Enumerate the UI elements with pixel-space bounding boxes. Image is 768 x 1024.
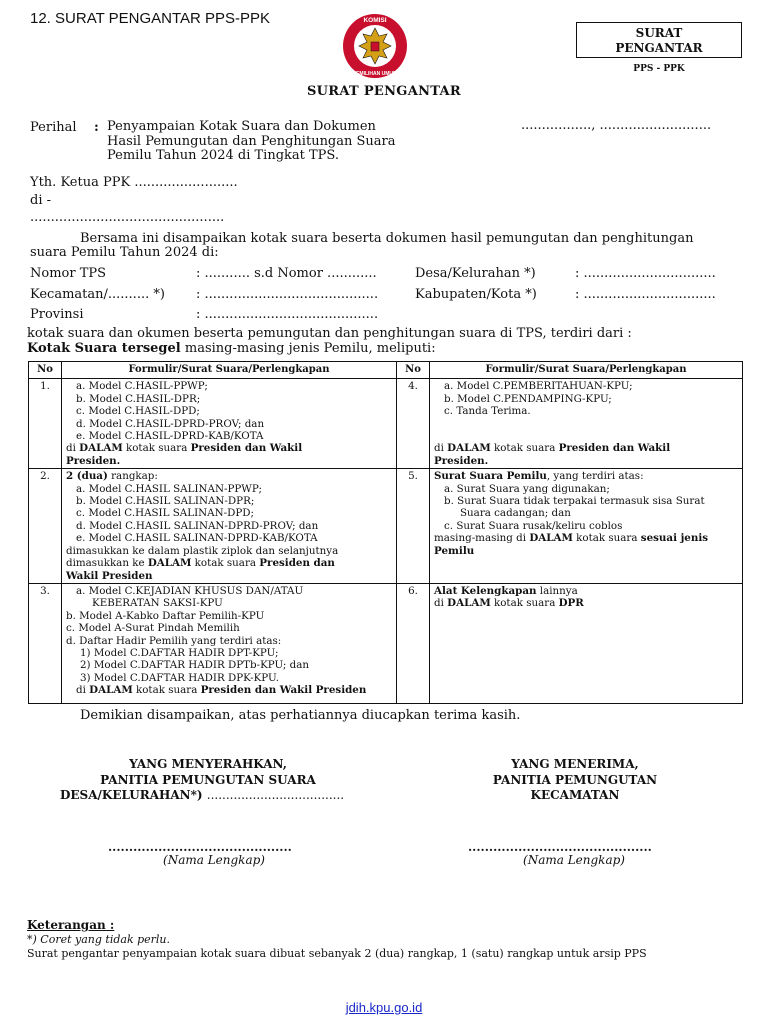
lead-line-2 xyxy=(27,341,436,356)
notes-line-1: *) Coret yang tidak perlu. xyxy=(27,933,171,946)
row-number: 2. xyxy=(29,469,62,584)
sign-right-line: KECAMATAN xyxy=(530,788,620,802)
sign-left-line: PANITIA PEMUNGUTAN SUARA xyxy=(100,772,316,787)
item-spacer xyxy=(434,430,738,442)
item-line: c. Model C.HASIL SALINAN-DPD; xyxy=(76,507,254,520)
table-row xyxy=(29,469,743,584)
place-date-placeholder: ................., ........................... xyxy=(521,118,712,133)
table-row xyxy=(29,379,743,469)
signature-line-right: ............................................ xyxy=(468,840,652,854)
name-caption-right: (Nama Lengkap) xyxy=(523,853,625,867)
addressee-line: Yth. Ketua PPK ......................... xyxy=(30,175,238,190)
field-value-provinsi: : .......................................... xyxy=(196,307,379,322)
item-line: b. Model C.HASIL SALINAN-DPR; xyxy=(76,495,255,508)
field-value-kabupaten: : ................................ xyxy=(575,287,716,302)
item-line: a. Model C.KEJADIAN KHUSUS DAN/ATAU xyxy=(76,584,304,597)
item-line: masing-masing di DALAM kotak suara sesuai jenis xyxy=(434,532,709,545)
item-line: b. Model C.PENDAMPING-KPU; xyxy=(444,392,612,405)
row-number: 4. xyxy=(397,379,430,469)
header-no: No xyxy=(29,362,62,379)
item-line: KEBERATAN SAKSI-KPU xyxy=(92,597,223,610)
field-label-nomor-tps: Nomor TPS xyxy=(30,266,107,281)
item-line: Wakil Presiden xyxy=(66,569,153,582)
cell-items xyxy=(62,379,397,469)
field-value-nomor-tps: : ........... s.d Nomor ............ xyxy=(196,266,377,281)
item-line: d. Model C.HASIL-DPRD-PROV; dan xyxy=(76,417,265,430)
emblem-top-text: KOMISI xyxy=(363,17,387,24)
box-label-line-2: PENGANTAR xyxy=(615,41,703,55)
items-table xyxy=(28,361,743,704)
notes-title: Keterangan : xyxy=(27,918,115,932)
item-line: Suara cadangan; dan xyxy=(460,507,571,520)
item-line: 3) Model C.DAFTAR HADIR DPK-KPU. xyxy=(80,671,280,684)
item-line: Presiden. xyxy=(434,454,489,467)
field-label-desa: Desa/Kelurahan *) xyxy=(415,266,536,281)
shield-shape xyxy=(371,42,379,51)
item-line: b. Surat Suara tidak terpakai termasuk sisa Surat xyxy=(444,495,705,508)
addressee-di: di - xyxy=(30,193,52,208)
field-label-provinsi: Provinsi xyxy=(30,307,84,322)
item-line: Surat Suara Pemilu, yang terdiri atas: xyxy=(434,470,644,483)
perihal-colon: : xyxy=(94,120,99,135)
item-line: a. Surat Suara yang digunakan; xyxy=(444,482,610,495)
lead-rest: masing-masing jenis Pemilu, meliputi: xyxy=(180,341,436,356)
perihal-label: Perihal xyxy=(30,120,77,135)
item-line: 2) Model C.DAFTAR HADIR DPTb-KPU; dan xyxy=(80,659,309,672)
item-line: di DALAM kotak suara Presiden dan Wakil xyxy=(66,442,303,455)
signature-block-right xyxy=(430,757,720,804)
cell-items xyxy=(62,469,397,584)
item-line: d. Model C.HASIL SALINAN-DPRD-PROV; dan xyxy=(76,519,319,532)
field-label-kabupaten: Kabupaten/Kota *) xyxy=(415,287,537,302)
lead-line-1: kotak suara dan okumen beserta pemungutan dan penghitungan suara di TPS, terdiri dari : xyxy=(27,326,632,341)
signature-line-left: ............................................ xyxy=(108,840,292,854)
sign-right-line: YANG MENERIMA, xyxy=(511,757,639,771)
kpu-emblem-icon xyxy=(341,12,409,80)
item-line: Alat Kelengkapan lainnya xyxy=(434,584,578,597)
item-line: e. Model C.HASIL SALINAN-DPRD-KAB/KOTA xyxy=(76,532,318,545)
item-line: b. Model C.HASIL-DPR; xyxy=(76,392,201,405)
emblem-bottom-text: PEMILIHAN UMUM xyxy=(352,71,398,77)
field-value-desa: : ................................ xyxy=(575,266,716,281)
page-title: SURAT PENGANTAR xyxy=(306,84,462,99)
row-number: 1. xyxy=(29,379,62,469)
field-value-kecamatan: : .......................................... xyxy=(196,287,379,302)
item-line: a. Model C.PEMBERITAHUAN-KPU; xyxy=(444,380,633,393)
sign-left-line: YANG MENYERAHKAN, xyxy=(129,757,287,771)
sign-right-line: PANITIA PEMUNGUTAN xyxy=(492,772,658,787)
name-caption-left: (Nama Lengkap) xyxy=(163,853,265,867)
lead-bold: Kotak Suara tersegel xyxy=(27,341,181,356)
item-line: e. Model C.HASIL-DPRD-KAB/KOTA xyxy=(76,430,264,443)
item-line: a. Model C.HASIL SALINAN-PPWP; xyxy=(76,482,262,495)
header-no: No xyxy=(397,362,430,379)
item-line: 1) Model C.DAFTAR HADIR DPT-KPU; xyxy=(80,646,279,659)
cell-items xyxy=(430,469,743,584)
perihal-text xyxy=(107,120,396,164)
item-line: dimasukkan ke dalam plastik ziplok dan selanjutnya xyxy=(66,544,339,557)
sign-left-line: DESA/KELURAHAN*) .................................... xyxy=(60,788,345,802)
cell-items xyxy=(430,583,743,703)
document-type-box xyxy=(576,22,742,58)
item-spacer xyxy=(434,418,738,430)
intro-line-1: Bersama ini disampaikan kotak suara beserta dokumen hasil pemungutan dan penghitungan xyxy=(80,231,694,246)
signature-block-left xyxy=(40,757,376,804)
footer-link[interactable]: jdih.kpu.go.id xyxy=(345,1000,423,1015)
perihal-line: Penyampaian Kotak Suara dan Dokumen xyxy=(107,119,376,134)
row-number: 5. xyxy=(397,469,430,584)
item-line: Presiden. xyxy=(66,454,121,467)
box-label-line-1: SURAT xyxy=(635,26,683,40)
perihal-line: Pemilu Tahun 2024 di Tingkat TPS. xyxy=(107,148,339,163)
addressee-place: ............................................... xyxy=(30,210,225,225)
row-number: 3. xyxy=(29,583,62,703)
document-number: 12. SURAT PENGANTAR PPS-PPK xyxy=(30,10,271,27)
table-header-row xyxy=(29,362,743,379)
header-formulir: Formulir/Surat Suara/Perlengkapan xyxy=(62,362,397,379)
row-number: 6. xyxy=(397,583,430,703)
item-line: c. Model A-Surat Pindah Memilih xyxy=(66,622,240,635)
cell-items xyxy=(62,583,397,703)
box-sub-label: PPS - PPK xyxy=(633,64,685,74)
item-line: Pemilu xyxy=(434,544,475,557)
table-row xyxy=(29,583,743,703)
header-formulir: Formulir/Surat Suara/Perlengkapan xyxy=(430,362,743,379)
item-line: dimasukkan ke DALAM kotak suara Presiden dan xyxy=(66,557,335,570)
item-line: c. Model C.HASIL-DPD; xyxy=(76,405,200,418)
intro-line-2: suara Pemilu Tahun 2024 di: xyxy=(30,245,219,260)
field-label-kecamatan: Kecamatan/.......... *) xyxy=(30,287,165,302)
item-line: a. Model C.HASIL-PPWP; xyxy=(76,380,208,393)
item-line: di DALAM kotak suara Presiden dan Wakil xyxy=(434,442,671,455)
cell-items xyxy=(430,379,743,469)
closing-text: Demikian disampaikan, atas perhatiannya diucapkan terima kasih. xyxy=(80,708,521,723)
item-line: c. Tanda Terima. xyxy=(444,405,531,418)
item-line: c. Surat Suara rusak/keliru coblos xyxy=(444,519,623,532)
item-line: d. Daftar Hadir Pemilih yang terdiri atas: xyxy=(66,634,282,647)
perihal-line: Hasil Pemungutan dan Penghitungan Suara xyxy=(107,133,396,149)
item-line: 2 (dua) rangkap: xyxy=(66,470,158,483)
item-line: di DALAM kotak suara Presiden dan Wakil Presiden xyxy=(76,684,367,697)
item-line: b. Model A-Kabko Daftar Pemilih-KPU xyxy=(66,609,265,622)
item-line: di DALAM kotak suara DPR xyxy=(434,597,584,610)
notes-line-2: Surat pengantar penyampaian kotak suara dibuat sebanyak 2 (dua) rangkap, 1 (satu) rangkap untuk arsip PPS xyxy=(27,947,647,960)
